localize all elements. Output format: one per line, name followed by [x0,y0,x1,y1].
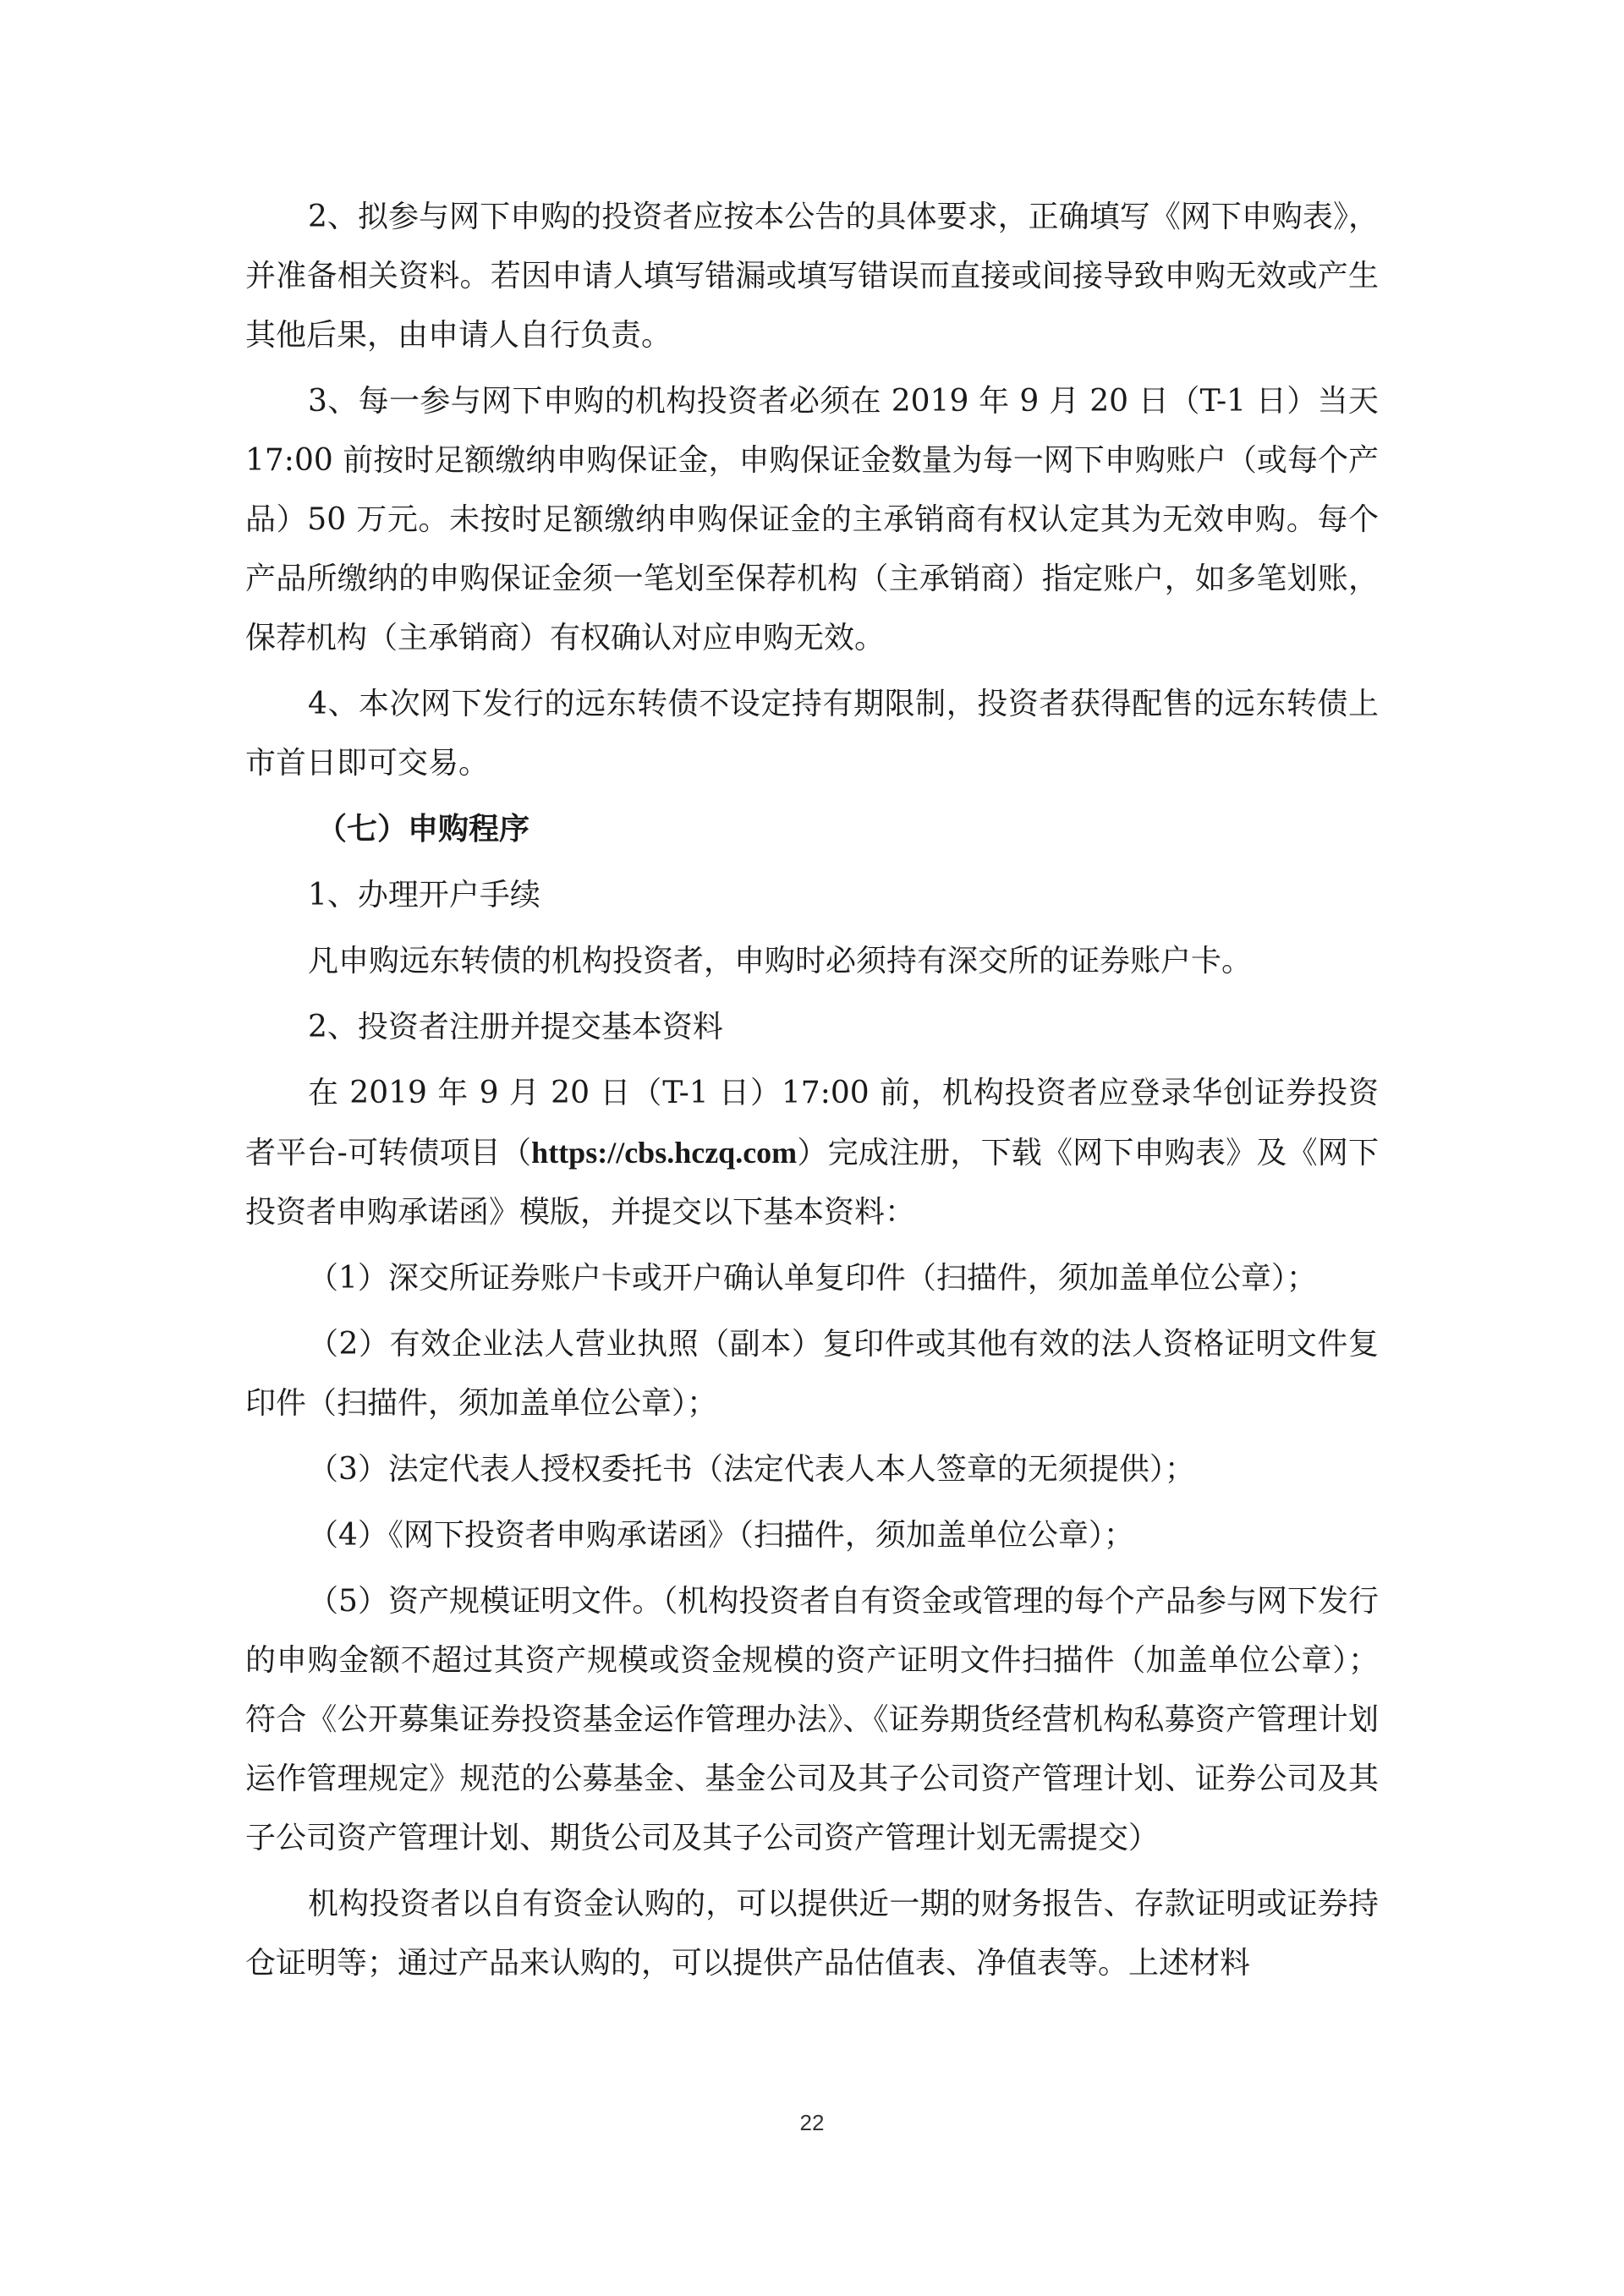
registration-url: https://cbs.hczq.com [531,1136,798,1170]
step2-title: 2、投资者注册并提交基本资料 [308,1010,723,1044]
section-heading: （七）申购程序 [316,812,530,847]
material-item-1: （1）深交所证券账户卡或开户确认单复印件（扫描件，须加盖单位公章）； [308,1261,1317,1296]
step1-text: 凡申购远东转债的机构投资者，申购时必须持有深交所的证券账户卡。 [308,944,1253,978]
material-item-2: （2）有效企业法人营业执照（副本）复印件或其他有效的法人资格证明文件复印件（扫描件，须加盖单位公章）； [245,1327,1379,1421]
material-item-3: （3）法定代表人授权委托书（法定代表人本人签章的无须提供）； [308,1452,1195,1487]
paragraph-item-2: 2、拟参与网下申购的投资者应按本公告的具体要求，正确填写《网下申购表》，并准备相关资料。若因申请人填写错漏或填写错误而直接或间接导致申购无效或产生其他后果，由申请人自行负责。 [245,200,1379,353]
step2-text-before: 在 2019 年 9 月 20 日（T-1 日）17:00 前，机构投资者应登录华创证券投资者平台-可转债项目（ [245,1076,1379,1170]
closing-paragraph: 机构投资者以自有资金认购的，可以提供近一期的财务报告、存款证明或证券持仓证明等；通过产品来认购的，可以提供产品估值表、净值表等。上述材料 [245,1887,1379,1981]
material-item-4: （4）《网下投资者申购承诺函》（扫描件，须加盖单位公章）； [308,1518,1134,1553]
page-number: 22 [799,2110,825,2135]
document-body [245,188,1389,2000]
paragraph-item-3: 3、每一参与网下申购的机构投资者必须在 2019 年 9 月 20 日（T-1 日）当天 17:00 前按时足额缴纳申购保证金，申购保证金数量为每一网下申购账户（或每个产品）50 万元。未按时足额缴纳申购保证金的主承销商有权认定其为无效申购。每个产品所缴纳的申购保证金须一笔划至保荐机构（主承销商）指定账户，如多笔划账，保荐机构（主承销商）有权确认对应申购无效。 [245,384,1389,655]
step2-text-after: ）完成注册，下载《网下申购表》及《网下投资者申购承诺函》模版，并提交以下基本资料： [245,1136,1379,1230]
paragraph-item-4: 4、本次网下发行的远东转债不设定持有期限制，投资者获得配售的远东转债上市首日即可交易。 [245,687,1379,781]
step2-paragraph [245,1064,1379,1242]
step1-title: 1、办理开户手续 [308,878,540,912]
material-item-5: （5）资产规模证明文件。（机构投资者自有资金或管理的每个产品参与网下发行的申购金额不超过其资产规模或资金规模的资产证明文件扫描件（加盖单位公章）；符合《公开募集证券投资基金运作管理办法》、《证券期货经营机构私募资产管理计划运作管理规定》规范的公募基金、基金公司及其子公司资产管理计划、证券公司及其子公司资产管理计划、期货公司及其子公司资产管理计划无需提交） [245,1584,1379,1855]
